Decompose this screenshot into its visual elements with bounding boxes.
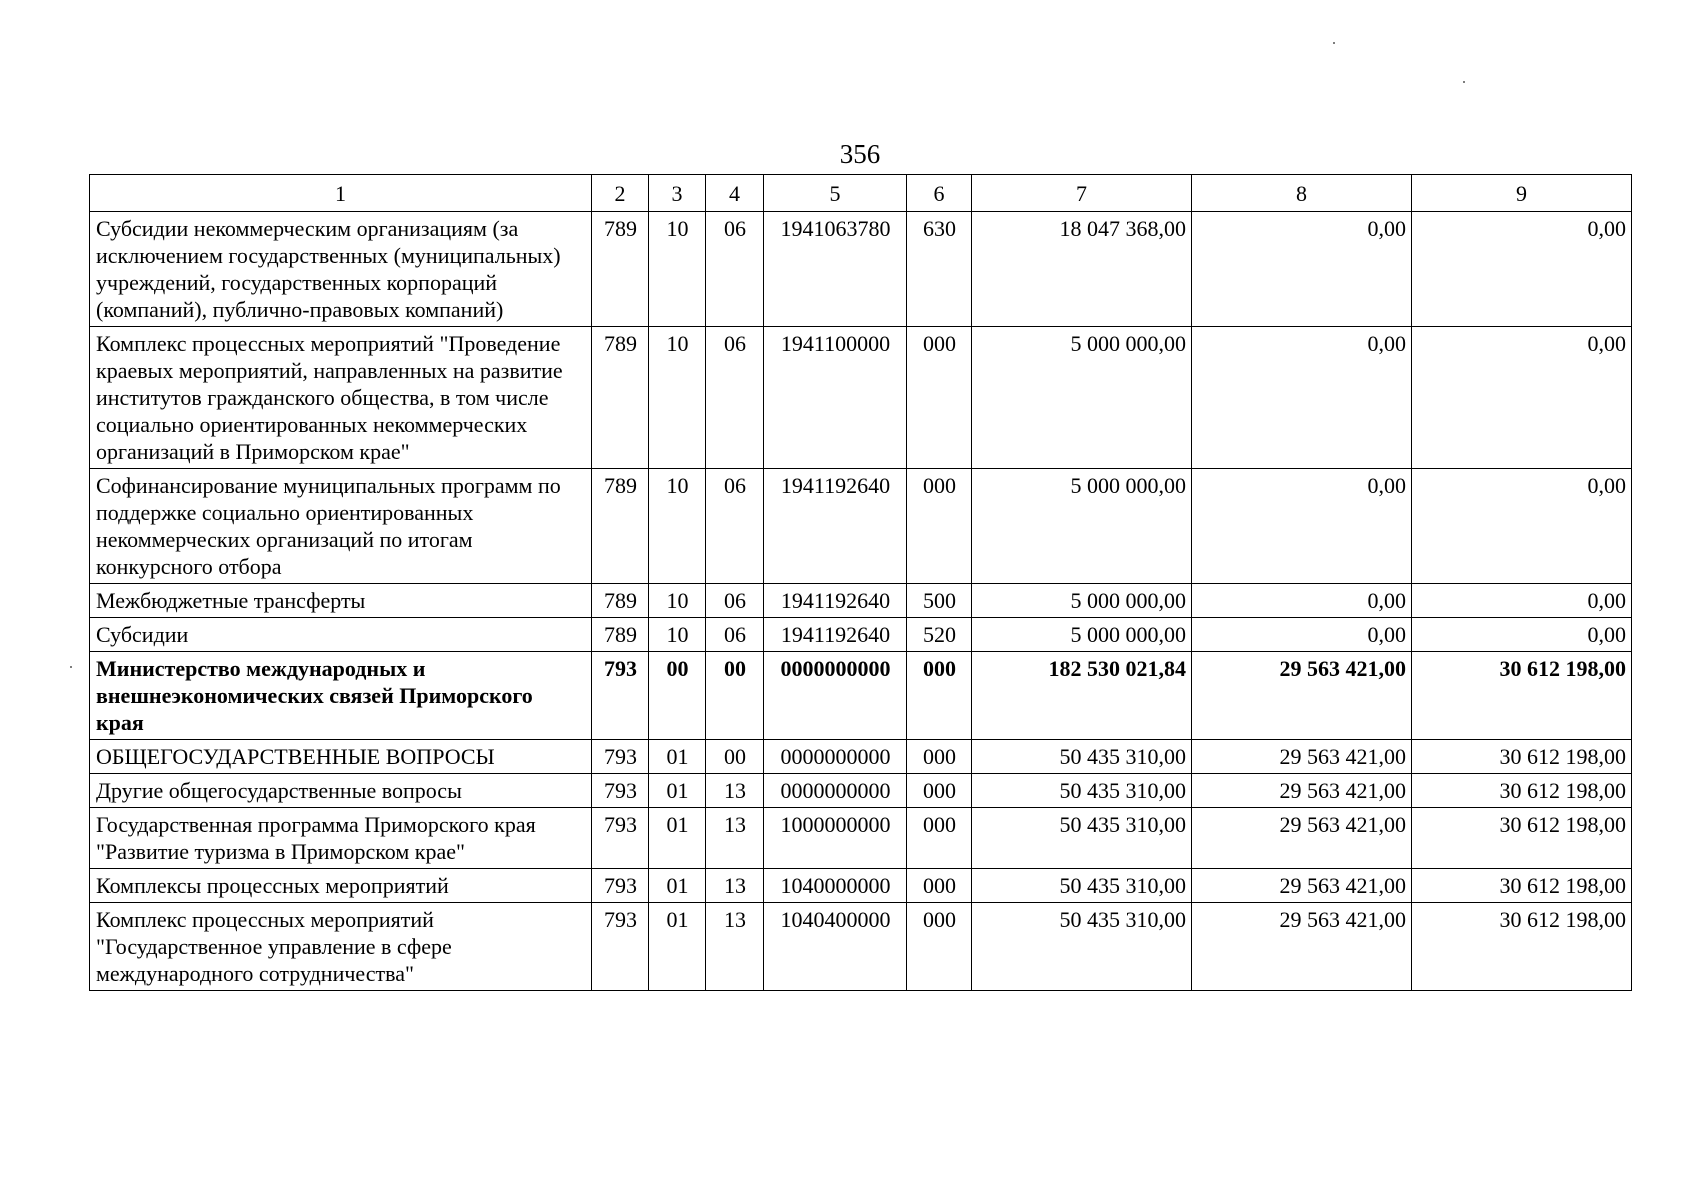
code-target: 1941100000 (764, 327, 907, 469)
code-target: 1941192640 (764, 618, 907, 652)
code-subsection: 13 (706, 869, 764, 903)
row-name: ОБЩЕГОСУДАРСТВЕННЫЕ ВОПРОСЫ (90, 740, 592, 774)
amount-col7: 50 435 310,00 (972, 903, 1192, 991)
table-row (90, 652, 1632, 740)
code-admin: 789 (592, 618, 649, 652)
code-section: 01 (649, 808, 706, 869)
amount-col8: 29 563 421,00 (1192, 740, 1412, 774)
code-section: 10 (649, 618, 706, 652)
code-subsection: 06 (706, 469, 764, 584)
row-name: Софинансирование муниципальных программ по поддержке социально ориентированных некоммерческих организаций по итогам конкурсного отбора (90, 469, 592, 584)
column-header: 2 (592, 175, 649, 212)
row-name: Комплекс процессных мероприятий "Государственное управление в сфере международного сотрудничества" (90, 903, 592, 991)
amount-col9: 0,00 (1412, 212, 1632, 327)
amount-col7: 182 530 021,84 (972, 652, 1192, 740)
table-row (90, 327, 1632, 469)
table-row (90, 618, 1632, 652)
amount-col9: 0,00 (1412, 618, 1632, 652)
table-row (90, 774, 1632, 808)
code-expense-type: 000 (907, 327, 972, 469)
code-admin: 793 (592, 740, 649, 774)
code-target: 1941063780 (764, 212, 907, 327)
code-subsection: 00 (706, 740, 764, 774)
code-target: 0000000000 (764, 774, 907, 808)
code-subsection: 06 (706, 618, 764, 652)
amount-col9: 30 612 198,00 (1412, 903, 1632, 991)
scan-speck (1333, 42, 1335, 44)
code-subsection: 13 (706, 774, 764, 808)
code-admin: 789 (592, 584, 649, 618)
scan-speck (70, 666, 72, 668)
table-row (90, 869, 1632, 903)
code-expense-type: 000 (907, 903, 972, 991)
code-target: 1941192640 (764, 584, 907, 618)
column-header: 1 (90, 175, 592, 212)
amount-col7: 5 000 000,00 (972, 584, 1192, 618)
amount-col8: 29 563 421,00 (1192, 652, 1412, 740)
code-section: 01 (649, 740, 706, 774)
amount-col8: 0,00 (1192, 618, 1412, 652)
table-row (90, 740, 1632, 774)
code-subsection: 13 (706, 903, 764, 991)
column-header: 4 (706, 175, 764, 212)
code-section: 01 (649, 869, 706, 903)
code-admin: 793 (592, 652, 649, 740)
row-name: Государственная программа Приморского края "Развитие туризма в Приморском крае" (90, 808, 592, 869)
code-expense-type: 000 (907, 774, 972, 808)
amount-col8: 29 563 421,00 (1192, 903, 1412, 991)
code-admin: 789 (592, 327, 649, 469)
row-name: Комплексы процессных мероприятий (90, 869, 592, 903)
code-section: 10 (649, 212, 706, 327)
amount-col7: 50 435 310,00 (972, 740, 1192, 774)
amount-col9: 30 612 198,00 (1412, 740, 1632, 774)
code-section: 01 (649, 903, 706, 991)
scan-speck (1463, 81, 1465, 83)
header-row (90, 175, 1632, 212)
table-row (90, 212, 1632, 327)
amount-col8: 29 563 421,00 (1192, 808, 1412, 869)
row-name: Министерство международных и внешнеэкономических связей Приморского края (90, 652, 592, 740)
code-target: 1040000000 (764, 869, 907, 903)
amount-col9: 0,00 (1412, 327, 1632, 469)
row-name: Другие общегосударственные вопросы (90, 774, 592, 808)
amount-col7: 5 000 000,00 (972, 469, 1192, 584)
code-section: 01 (649, 774, 706, 808)
amount-col8: 0,00 (1192, 469, 1412, 584)
amount-col9: 30 612 198,00 (1412, 774, 1632, 808)
table-row (90, 903, 1632, 991)
code-expense-type: 000 (907, 808, 972, 869)
amount-col9: 0,00 (1412, 469, 1632, 584)
amount-col8: 0,00 (1192, 212, 1412, 327)
code-admin: 793 (592, 808, 649, 869)
code-admin: 789 (592, 469, 649, 584)
table-body (90, 212, 1632, 991)
code-subsection: 06 (706, 327, 764, 469)
row-name: Субсидии (90, 618, 592, 652)
code-subsection: 06 (706, 584, 764, 618)
table-row (90, 584, 1632, 618)
code-subsection: 13 (706, 808, 764, 869)
amount-col9: 30 612 198,00 (1412, 808, 1632, 869)
amount-col9: 0,00 (1412, 584, 1632, 618)
column-header: 7 (972, 175, 1192, 212)
table-row (90, 469, 1632, 584)
amount-col7: 5 000 000,00 (972, 327, 1192, 469)
code-target: 1941192640 (764, 469, 907, 584)
code-section: 10 (649, 469, 706, 584)
code-target: 1040400000 (764, 903, 907, 991)
code-subsection: 06 (706, 212, 764, 327)
code-admin: 793 (592, 774, 649, 808)
code-admin: 789 (592, 212, 649, 327)
page-number: 356 (839, 139, 881, 169)
code-expense-type: 000 (907, 740, 972, 774)
amount-col7: 50 435 310,00 (972, 808, 1192, 869)
row-name: Субсидии некоммерческим организациям (за исключением государственных (муниципальных) учреждений, государственных корпораций (компаний), публично-правовых компаний) (90, 212, 592, 327)
column-header: 5 (764, 175, 907, 212)
column-header: 8 (1192, 175, 1412, 212)
code-expense-type: 630 (907, 212, 972, 327)
code-expense-type: 000 (907, 469, 972, 584)
amount-col7: 50 435 310,00 (972, 774, 1192, 808)
code-expense-type: 000 (907, 869, 972, 903)
amount-col8: 0,00 (1192, 327, 1412, 469)
amount-col7: 18 047 368,00 (972, 212, 1192, 327)
code-target: 0000000000 (764, 652, 907, 740)
code-admin: 793 (592, 869, 649, 903)
budget-table (89, 174, 1632, 991)
row-name: Межбюджетные трансферты (90, 584, 592, 618)
code-admin: 793 (592, 903, 649, 991)
table-row (90, 808, 1632, 869)
column-header: 6 (907, 175, 972, 212)
code-section: 10 (649, 327, 706, 469)
code-section: 10 (649, 584, 706, 618)
code-target: 1000000000 (764, 808, 907, 869)
amount-col8: 29 563 421,00 (1192, 869, 1412, 903)
code-expense-type: 520 (907, 618, 972, 652)
code-section: 00 (649, 652, 706, 740)
column-header: 3 (649, 175, 706, 212)
amount-col7: 50 435 310,00 (972, 869, 1192, 903)
code-subsection: 00 (706, 652, 764, 740)
amount-col7: 5 000 000,00 (972, 618, 1192, 652)
code-expense-type: 500 (907, 584, 972, 618)
row-name: Комплекс процессных мероприятий "Проведение краевых мероприятий, направленных на развитие институтов гражданского общества, в том числе социально ориентированных некоммерческих организаций в Приморском крае" (90, 327, 592, 469)
amount-col9: 30 612 198,00 (1412, 652, 1632, 740)
amount-col9: 30 612 198,00 (1412, 869, 1632, 903)
amount-col8: 29 563 421,00 (1192, 774, 1412, 808)
amount-col8: 0,00 (1192, 584, 1412, 618)
code-target: 0000000000 (764, 740, 907, 774)
code-expense-type: 000 (907, 652, 972, 740)
column-header: 9 (1412, 175, 1632, 212)
